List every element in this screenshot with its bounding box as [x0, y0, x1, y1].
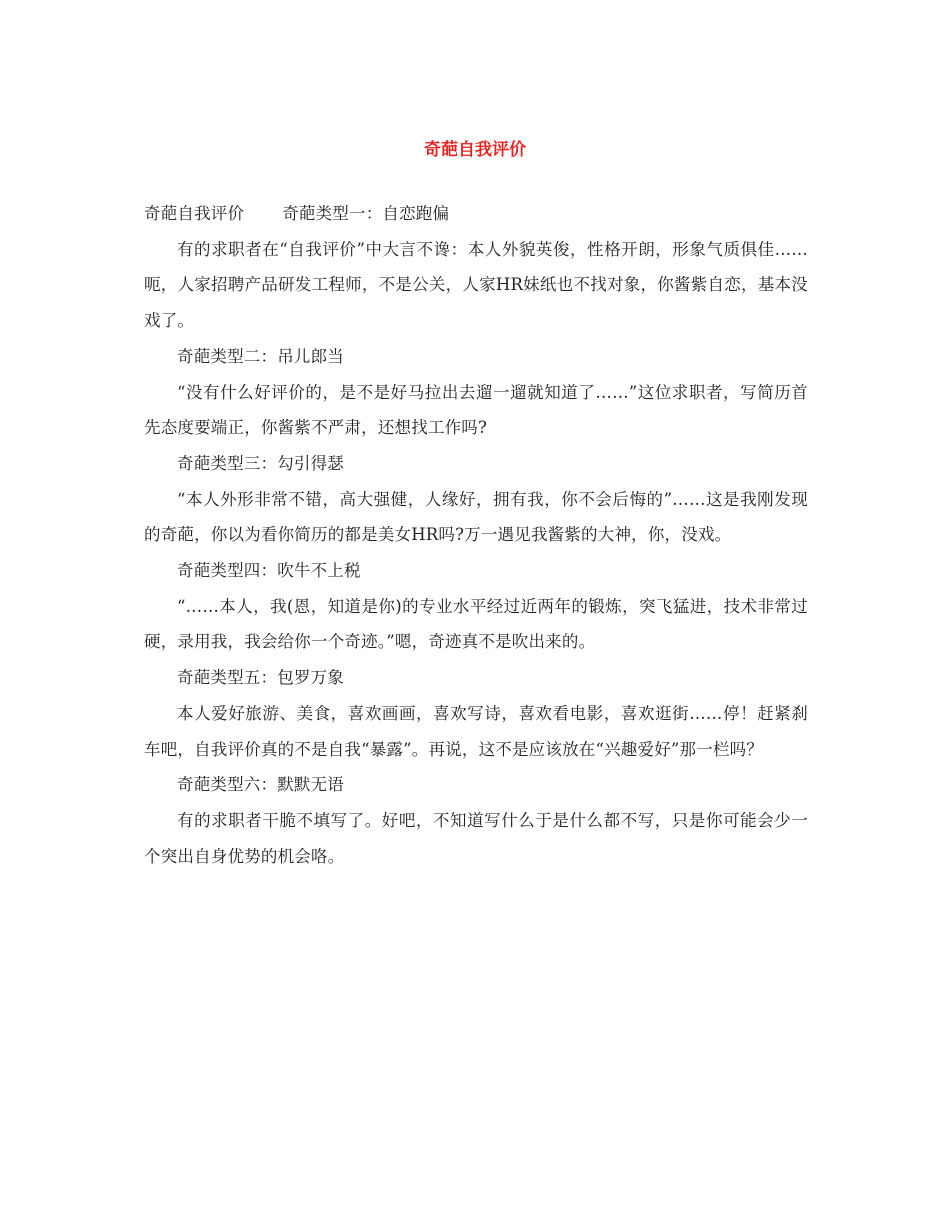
section-heading-2: 奇葩类型二：吊儿郎当	[177, 346, 344, 366]
paragraph-1: 有的求职者在“自我评价”中大言不谗：本人外貌英俊，性格开朗，形象气质俱佳……呃，人家招聘产品研发工程师，不是公关，人家HR妹纸也不找对象，你酱紫自恋，基本没戏了。	[144, 239, 808, 331]
paragraph-5: 本人爱好旅游、美食，喜欢画画，喜欢写诗，喜欢看电影，喜欢逛街……停！赶紧刹车吧，自我评价真的不是自我“暴露”。再说，这不是应该放在“兴趣爱好”那一栏吗？	[144, 703, 808, 759]
document-body	[144, 196, 808, 874]
paragraph-2: “没有什么好评价的，是不是好马拉出去遛一遛就知道了……”这位求职者，写简历首先态度要端正，你酱紫不严肃，还想找工作吗?	[144, 382, 808, 438]
section-heading-5: 奇葩类型五：包罗万象	[177, 668, 344, 688]
paragraph-4: “……本人，我(恩，知道是你)的专业水平经过近两年的锻炼，突飞猛进，技术非常过硬，录用我，我会给你一个奇迹。”嗯，奇迹真不是吹出来的。	[144, 596, 808, 652]
section-heading-6: 奇葩类型六：默默无语	[177, 775, 344, 795]
lead-line	[144, 196, 808, 232]
section-heading-4: 奇葩类型四：吹牛不上税	[177, 561, 361, 581]
lead-label: 奇葩自我评价	[144, 204, 245, 223]
section-heading-1: 奇葩类型一：自恋跑偏	[282, 204, 450, 223]
paragraph-3: “本人外形非常不错，高大强健，人缘好，拥有我，你不会后悔的”……这是我刚发现的奇葩，你以为看你简历的都是美女HR吗?万一遇见我酱紫的大神，你，没戏。	[144, 489, 808, 545]
section-heading-3: 奇葩类型三：勾引得瑟	[177, 453, 344, 473]
paragraph-6: 有的求职者干脆不填写了。好吧，不知道写什么于是什么都不写，只是你可能会少一个突出自身优势的机会咯。	[144, 810, 808, 866]
document-title: 奇葩自我评价	[424, 140, 526, 160]
